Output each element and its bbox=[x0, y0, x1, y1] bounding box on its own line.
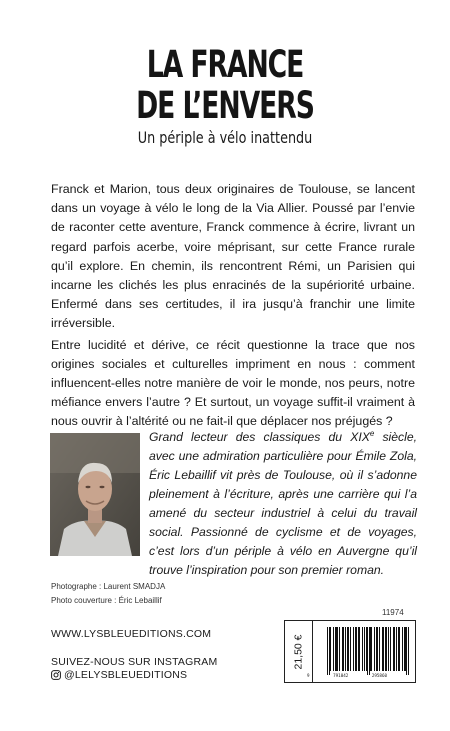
isbn-digit-group-3: 295860 bbox=[371, 673, 387, 678]
barcode-bar bbox=[330, 627, 331, 671]
author-bio bbox=[149, 428, 417, 580]
barcode-box bbox=[284, 620, 416, 683]
book-title-line-1: LA FRANCE bbox=[146, 43, 304, 86]
isbn-digit-group-2: 791042 bbox=[333, 673, 349, 678]
barcode-bar bbox=[377, 627, 378, 671]
barcode-bar bbox=[379, 627, 380, 671]
barcode-bar bbox=[390, 627, 391, 671]
barcode-bar bbox=[402, 627, 403, 671]
barcode-bar bbox=[398, 627, 399, 671]
barcode-bar bbox=[358, 627, 359, 671]
barcode-bar bbox=[362, 627, 363, 671]
barcode-bar bbox=[335, 627, 336, 671]
barcode-bar bbox=[370, 627, 371, 671]
barcode-bar bbox=[366, 627, 367, 671]
book-subtitle: Un périple à vélo inattendu bbox=[137, 128, 313, 147]
barcode-bar bbox=[405, 627, 406, 671]
instagram-label: SUIVEZ-NOUS SUR INSTAGRAM bbox=[51, 656, 218, 668]
century-superscript: e bbox=[369, 428, 375, 438]
barcode-bar bbox=[385, 627, 386, 671]
author-photo bbox=[50, 433, 140, 556]
barcode-bar bbox=[399, 627, 400, 671]
cover-photo-credit: Photo couverture : Éric Lebaillif bbox=[51, 596, 162, 605]
barcode-bar bbox=[343, 627, 344, 671]
edition-code: 11974 bbox=[382, 608, 404, 617]
barcode-bar bbox=[355, 627, 356, 671]
barcode-bar bbox=[353, 627, 354, 671]
barcode-bar bbox=[337, 627, 338, 671]
barcode-bar bbox=[404, 627, 405, 671]
barcode-bar bbox=[356, 627, 357, 671]
instagram-icon bbox=[51, 670, 61, 680]
barcode-bar bbox=[364, 627, 365, 671]
website-link[interactable]: WWW.LYSBLEUEDITIONS.COM bbox=[51, 628, 212, 640]
book-title-line-2: DE L’ENVERS bbox=[136, 84, 314, 127]
barcode-bar bbox=[382, 627, 383, 671]
instagram-handle: @LELYSBLEUEDITIONS bbox=[64, 669, 188, 681]
author-bio-text bbox=[149, 428, 417, 580]
barcode-bar bbox=[327, 627, 328, 675]
barcode-bar bbox=[396, 627, 397, 671]
photographer-credit: Photographe : Laurent SMADJA bbox=[51, 582, 166, 591]
barcode-bar bbox=[371, 627, 372, 671]
isbn-digits bbox=[307, 673, 387, 678]
instagram-handle-row[interactable] bbox=[51, 669, 187, 681]
author-bio-part-1: Grand lecteur des classiques du XIX bbox=[149, 430, 370, 444]
author-bio-part-2: siècle, avec une admiration particulière pour Émile Zola, Éric Lebaillif vit près de Toulouse, où il s’adonne pleinement à l’écriture, après une carrière qui l’a amené du secteur industriel à celui du travail social. Passionné de cyclisme et de voyages, c’est lors d’un périple à vélo en Auvergne qu’il trouve l’inspiration pour son premier roman. bbox=[149, 430, 418, 577]
barcode-bar bbox=[406, 627, 407, 675]
barcode-bar bbox=[359, 627, 360, 671]
barcode-bar bbox=[376, 627, 377, 671]
barcode-bar bbox=[339, 627, 340, 671]
barcode-bar bbox=[408, 627, 409, 675]
barcode-bar bbox=[367, 627, 368, 675]
barcode-bar bbox=[345, 627, 346, 671]
synopsis-paragraph-1: Franck et Marion, tous deux originaires de Toulouse, se lancent dans un voyage à vélo le long de la Via Allier. Poussé par l’envie de raconter cette aventure, Franck commence à écrire, livrant un regard parfois acerbe, voire méprisant, sur cette France rurale qu’il explore. En chemin, ils rencontrent Rémi, un Parisien qui incarne les clichés les plus enracinés de la supériorité urbaine. Enfermé dans ses certitudes, il ira jusqu’à franchir une limite irréversible. bbox=[51, 182, 415, 331]
isbn-digit-group-1: 9 bbox=[307, 673, 310, 678]
barcode-bar bbox=[348, 627, 349, 671]
title-block bbox=[0, 44, 450, 148]
barcode-bar bbox=[329, 627, 330, 675]
barcode-bar bbox=[350, 627, 351, 671]
synopsis bbox=[51, 180, 415, 432]
barcode-bar bbox=[336, 627, 337, 671]
barcode-bar bbox=[393, 627, 394, 671]
barcode-bar bbox=[369, 627, 370, 675]
barcode-bar bbox=[388, 627, 389, 671]
barcode-bar bbox=[394, 627, 395, 671]
price: 21,50 € bbox=[292, 633, 305, 670]
barcode-bar bbox=[383, 627, 384, 671]
barcode-bar bbox=[333, 627, 334, 671]
author-portrait-image bbox=[50, 433, 140, 556]
photo-credits bbox=[51, 580, 165, 608]
barcode-bar bbox=[347, 627, 348, 671]
barcode-bar bbox=[342, 627, 343, 671]
barcode-bar bbox=[386, 627, 387, 671]
barcode-bar bbox=[374, 627, 375, 671]
synopsis-paragraph-2: Entre lucidité et dérive, ce récit questionne la trace que nos origines sociales et culturelles impriment en nous : comment influencent-elles notre manière de voir le monde, nos peurs, notre méfiance envers l’autre ? Et surtout, un voyage suffit-il vraiment à nous ouvrir à l’altérité ou ne fait-il que déplacer nos préjugés ? bbox=[51, 337, 415, 429]
